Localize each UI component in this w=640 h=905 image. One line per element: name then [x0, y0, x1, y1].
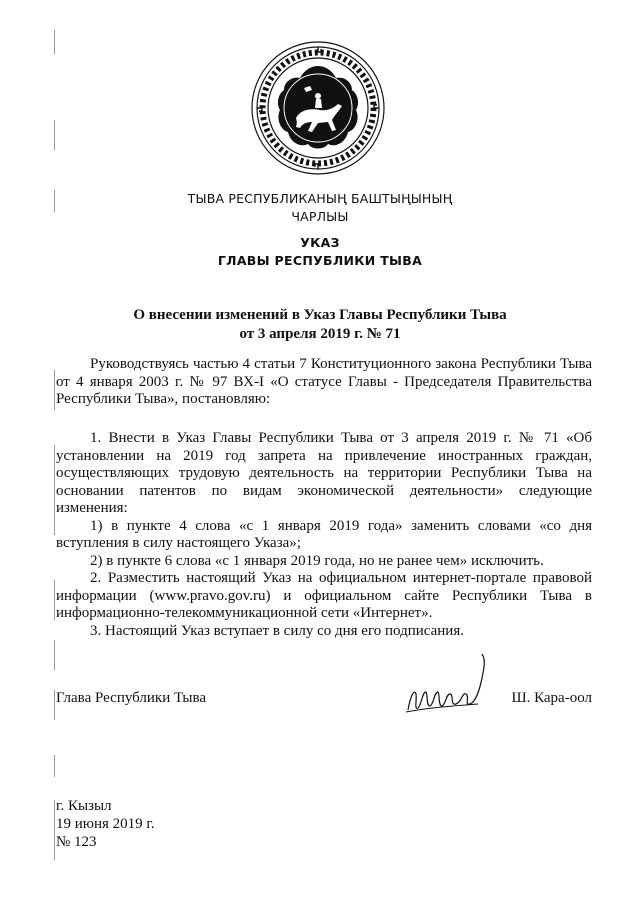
tuvan-heading-line1: ТЫВА РЕСПУБЛИКАНЫҢ БАШТЫҢЫНЫҢ	[187, 191, 453, 206]
item-1: 1. Внести в Указ Главы Республики Тыва от 3 апреля 2019 г. № 71 «Об установлении на 2019 год запрета на привлечение иностранных граждан, осуществляющих трудовую деятельность на территории Республики Тыва на основании патентов по видам экономической деятельности» следующие изменения:	[56, 430, 592, 516]
decree-number: № 123	[56, 834, 97, 850]
signatory-title: Глава Республики Тыва	[56, 690, 207, 706]
tuvan-heading	[0, 190, 640, 226]
coat-of-arms-emblem	[248, 38, 388, 178]
item-1-sub-1: 1) в пункте 4 слова «с 1 января 2019 года» заменить словами «со дня вступления в силу настоящего Указа»;	[56, 517, 592, 551]
decree-subject-line1: О внесении изменений в Указ Главы Республики Тыва	[133, 307, 507, 323]
handwritten-signature	[400, 648, 500, 728]
decree-heading	[0, 234, 640, 270]
signatory-name: Ш. Кара-оол	[511, 690, 592, 706]
item-2: 2. Разместить настоящий Указ на официальном интернет-портале правовой информации (www.pravo.gov.ru) и официальном сайте Республики Тыва в информационно-телекоммуникационной сети «Интернет».	[56, 570, 592, 621]
item-3: 3. Настоящий Указ вступает в силу со дня его подписания.	[90, 622, 464, 639]
issue-city: г. Кызыл	[56, 798, 112, 814]
scan-artifact	[54, 755, 55, 777]
scan-artifact	[54, 30, 55, 54]
scan-artifact	[54, 580, 55, 620]
scan-artifact	[54, 690, 55, 720]
scan-artifact	[54, 445, 55, 535]
preamble	[56, 356, 592, 409]
decree-subject-line2: от 3 апреля 2019 г. № 71	[239, 326, 401, 342]
decree-heading-line1: УКАЗ	[300, 235, 340, 250]
scan-artifact	[54, 800, 55, 860]
preamble-paragraph: Руководствуясь частью 4 статьи 7 Конституционного закона Республики Тыва от 4 января 2003 г. № 97 ВХ-I «О статусе Главы - Председателя Правительства Республики Тыва», постановляю:	[56, 356, 592, 407]
issue-date: 19 июня 2019 г.	[56, 816, 155, 832]
scan-artifact	[54, 640, 55, 670]
tuvan-heading-line2: ЧАРЛЫЫ	[291, 209, 349, 224]
decree-subject	[0, 306, 640, 344]
scan-artifact	[54, 370, 55, 410]
decree-heading-line2: ГЛАВЫ РЕСПУБЛИКИ ТЫВА	[217, 253, 423, 268]
decree-footer	[56, 797, 155, 851]
scan-artifact	[54, 120, 55, 150]
item-1-sub-2: 2) в пункте 6 слова «с 1 января 2019 года, но не ранее чем» исключить.	[90, 552, 544, 569]
decree-items	[56, 430, 592, 640]
